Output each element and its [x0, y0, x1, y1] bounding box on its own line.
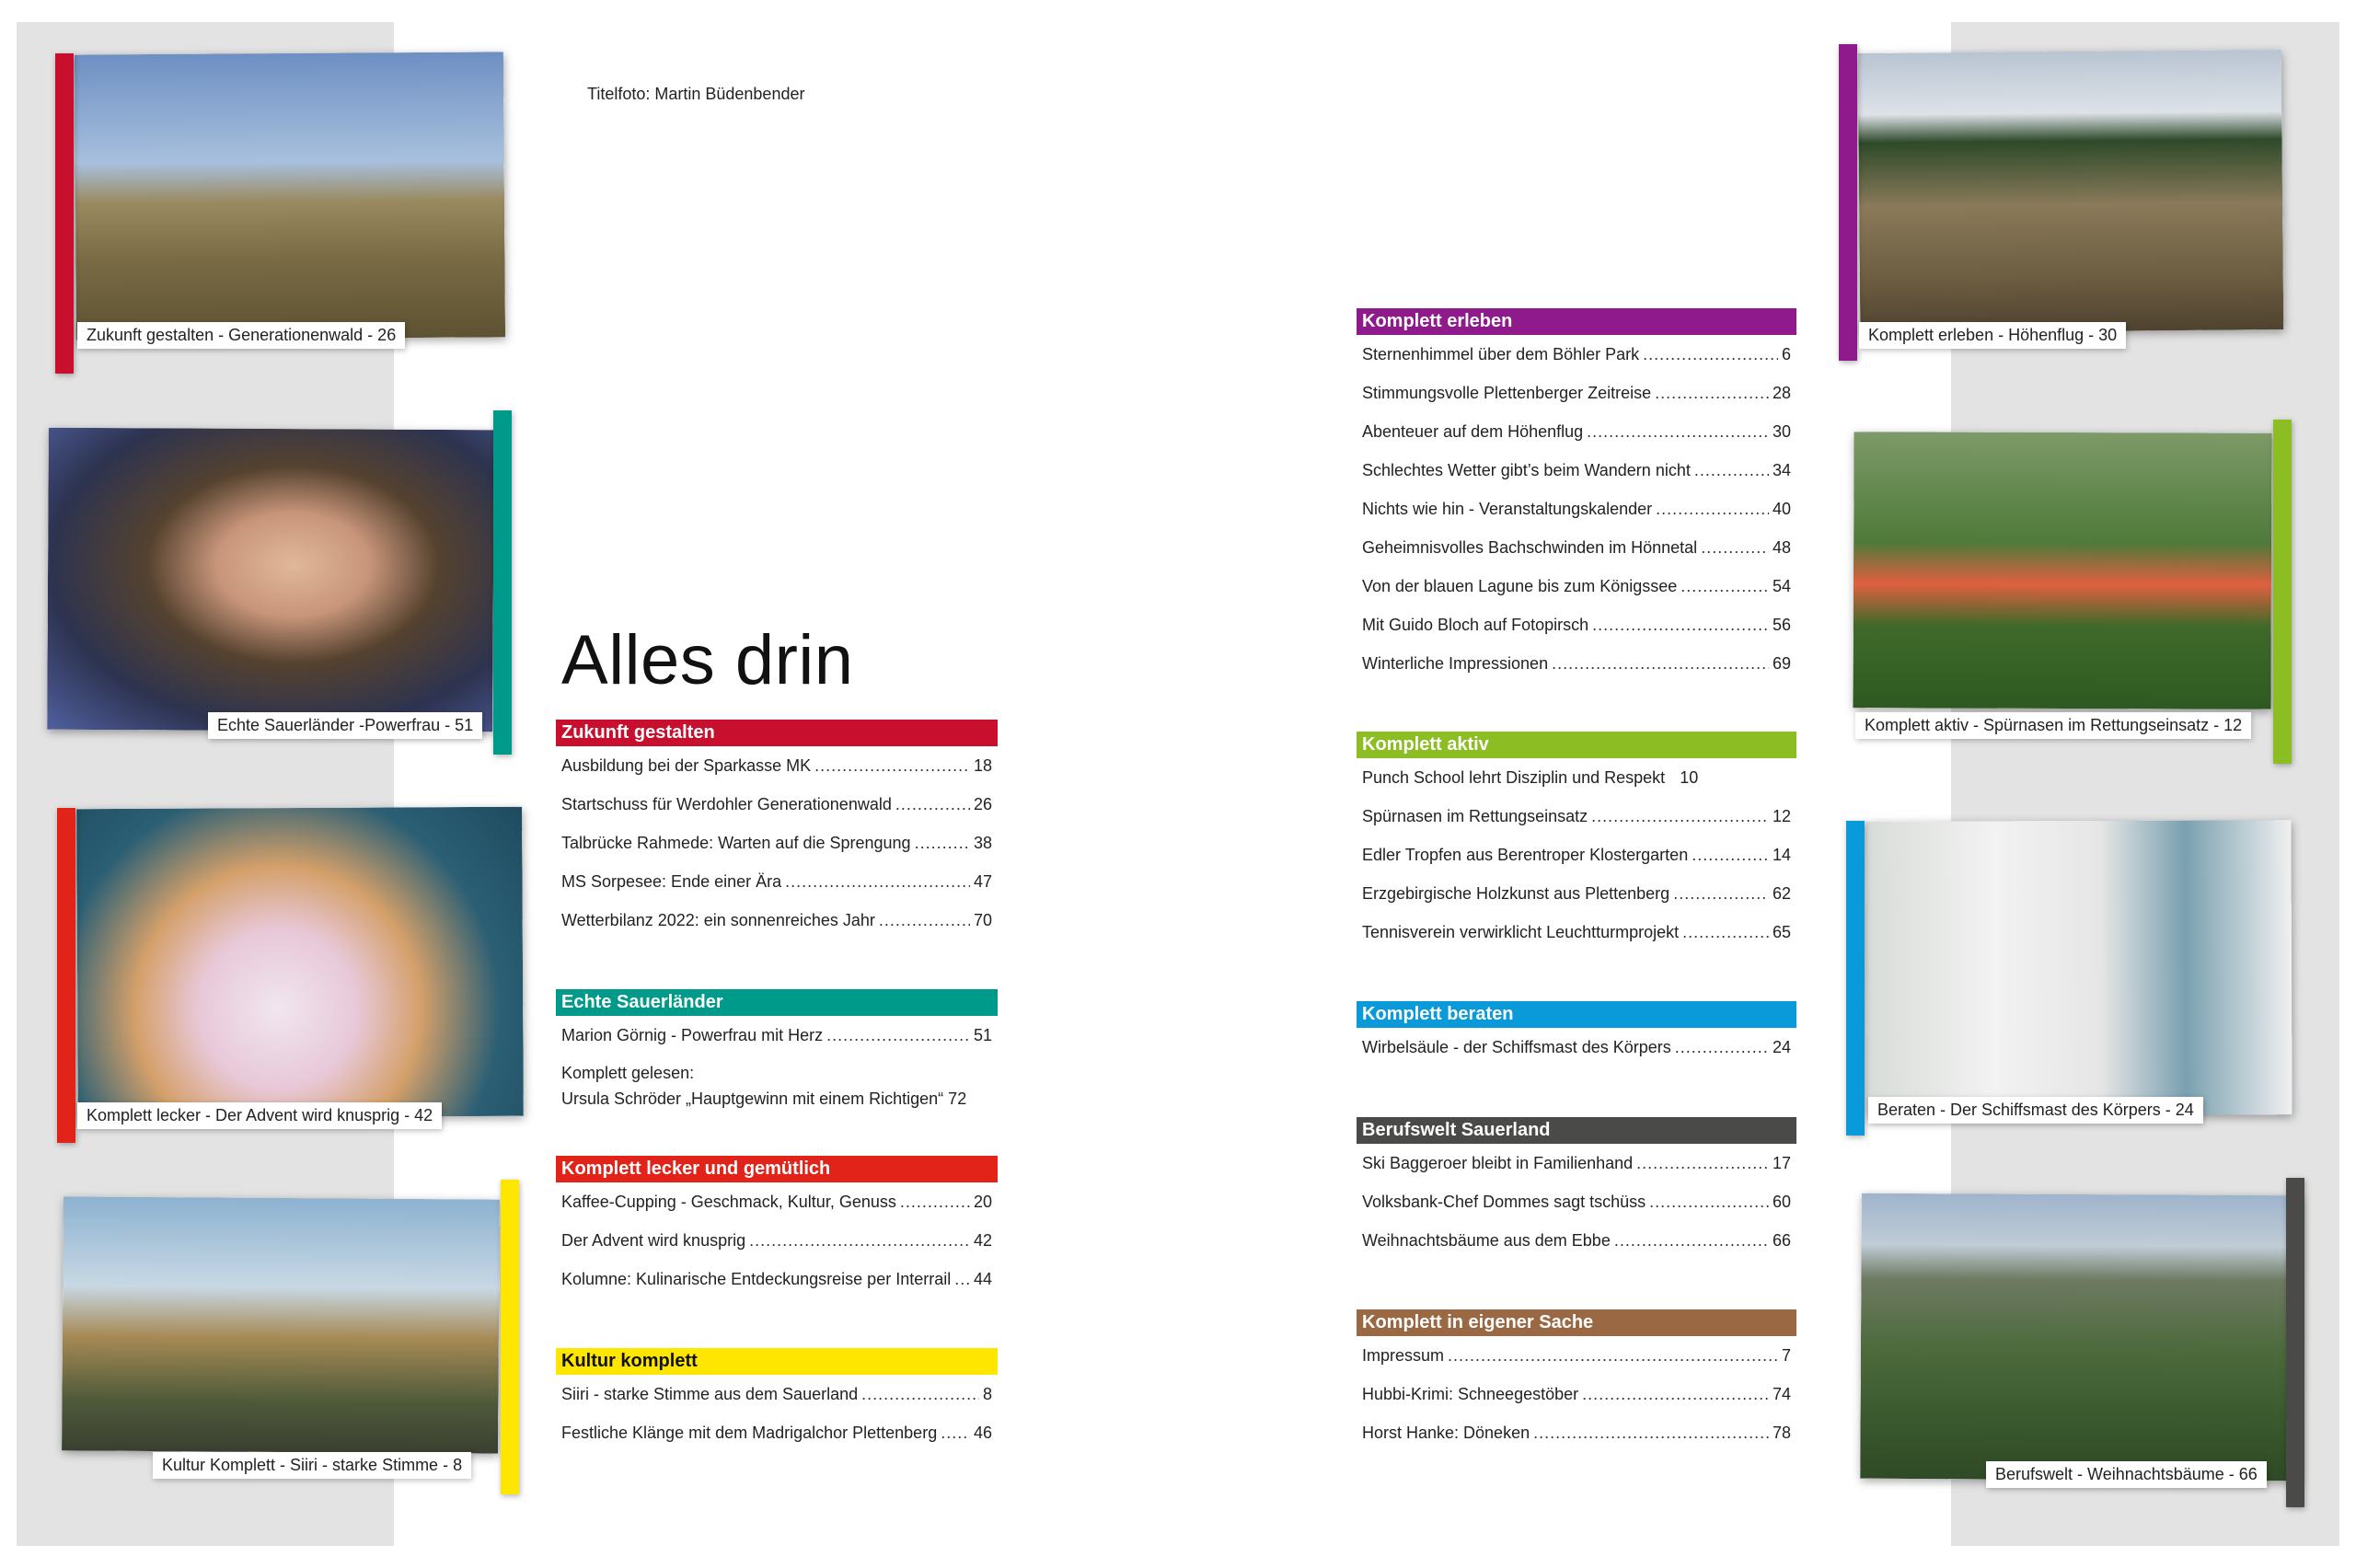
accent-bar-kultur: [501, 1180, 519, 1494]
photo-powerfrau: [47, 428, 494, 732]
caption-advent: Komplett lecker - Der Advent wird knusprig - 42: [77, 1102, 442, 1129]
christmas-trees-image: [1860, 1193, 2302, 1481]
toc-section-kultur: [556, 1348, 998, 1452]
accent-bar-echte: [493, 410, 512, 755]
toc-entry[interactable]: Von der blauen Lagune bis zum Königssee ..... 54: [1362, 567, 1791, 605]
toc-entry[interactable]: Festliche Klänge mit dem Madrigalchor Plettenberg ..... 46: [561, 1413, 992, 1452]
toc-entry[interactable]: Impressum ..... 7: [1362, 1336, 1791, 1375]
doctors-image: [1865, 820, 2292, 1116]
forest-planting-image: [75, 52, 505, 340]
photo-generationenwald: [75, 52, 505, 340]
accent-bar-lecker: [57, 808, 75, 1143]
forest-clearing-image: [1858, 50, 2284, 333]
section-header: Kultur komplett: [556, 1348, 998, 1375]
caption-powerfrau: Echte Sauerländer -Powerfrau - 51: [208, 712, 482, 739]
toc-entry[interactable]: Edler Tropfen aus Berentroper Klostergarten ..... 14: [1362, 836, 1791, 874]
accent-bar-erleben: [1839, 44, 1857, 361]
photo-advent: [76, 807, 524, 1119]
toc-entry[interactable]: Hubbi-Krimi: Schneegestöber ..... 74: [1362, 1375, 1791, 1413]
toc-section-echte: [556, 989, 998, 1113]
photo-hoehenflug: [1858, 50, 2284, 333]
toc-entry[interactable]: Horst Hanke: Döneken ..... 78: [1362, 1413, 1791, 1452]
toc-entry[interactable]: Punch School lehrt Disziplin und Respekt 10: [1362, 768, 1699, 787]
toc-entry[interactable]: Erzgebirgische Holzkunst aus Plettenberg ..... 62: [1362, 874, 1791, 913]
section-header: Berufswelt Sauerland: [1357, 1117, 1796, 1144]
section-header: Komplett beraten: [1357, 1001, 1796, 1028]
toc-section-erleben: [1357, 308, 1796, 683]
toc-entry[interactable]: Startschuss für Werdohler Generationenwald ..... 26: [561, 785, 992, 824]
caption-beraten: Beraten - Der Schiffsmast des Körpers - 24: [1868, 1097, 2203, 1124]
section-header: Komplett erleben: [1357, 308, 1796, 335]
photo-credit: Titelfoto: Martin Büdenbender: [587, 85, 805, 103]
accent-bar-berufswelt: [2286, 1178, 2304, 1507]
toc-section-aktiv: [1357, 732, 1796, 951]
toc-entry[interactable]: Mit Guido Bloch auf Fotopirsch ..... 56: [1362, 605, 1791, 644]
caption-weihnachtsbaeume: Berufswelt - Weihnachtsbäume - 66: [1986, 1461, 2267, 1488]
toc-entry[interactable]: Kaffee-Cupping - Geschmack, Kultur, Genuss ..... 20: [561, 1182, 992, 1221]
toc-entry[interactable]: Spürnasen im Rettungseinsatz ..... 12: [1362, 797, 1791, 836]
caption-generationenwald: Zukunft gestalten - Generationenwald - 26: [77, 322, 405, 349]
section-header: Echte Sauerländer: [556, 989, 998, 1016]
toc-entry[interactable]: Der Advent wird knusprig ..... 42: [561, 1221, 992, 1260]
caption-hoehenflug: Komplett erleben - Höhenflug - 30: [1859, 322, 2126, 349]
section-header: Zukunft gestalten: [556, 720, 998, 746]
toc-entry[interactable]: Abenteuer auf dem Höhenflug ..... 30: [1362, 412, 1791, 451]
toc-entry[interactable]: Ausbildung bei der Sparkasse MK ..... 18: [561, 746, 992, 785]
toc-entry[interactable]: Talbrücke Rahmede: Warten auf die Sprengung ..... 38: [561, 824, 992, 862]
photo-beraten: [1865, 820, 2292, 1116]
toc-entry[interactable]: Wetterbilanz 2022: ein sonnenreiches Jahr ..... 70: [561, 901, 992, 940]
toc-entry[interactable]: MS Sorpesee: Ende einer Ära ..... 47: [561, 862, 992, 901]
toc-entry[interactable]: Sternenhimmel über dem Böhler Park ..... 6: [1362, 335, 1791, 374]
toc-entry[interactable]: Tennisverein verwirklicht Leuchtturmprojekt ..... 65: [1362, 913, 1791, 951]
photo-weihnachtsbaeume: [1860, 1193, 2302, 1481]
section-header: Komplett in eigener Sache: [1357, 1309, 1796, 1336]
toc-entry-two-line[interactable]: Komplett gelesen: Ursula Schröder „Hauptgewinn mit einem Richtigen“ 72: [561, 1064, 967, 1108]
cookies-image: [76, 807, 524, 1119]
photo-spuernasen: [1853, 432, 2271, 709]
toc-entry[interactable]: Nichts wie hin - Veranstaltungskalender ..... 40: [1362, 490, 1791, 528]
singer-portrait-image: [62, 1196, 500, 1453]
toc-section-beraten: [1357, 1001, 1796, 1066]
page-title: Alles drin: [561, 621, 854, 699]
rescue-dogs-image: [1853, 432, 2271, 709]
toc-entry[interactable]: Wirbelsäule - der Schiffsmast des Körpers ..... 24: [1362, 1028, 1791, 1066]
accent-bar-aktiv: [2273, 420, 2292, 764]
toc-entry[interactable]: Volksbank-Chef Dommes sagt tschüss ..... 60: [1362, 1182, 1791, 1221]
accent-bar-zukunft: [55, 53, 74, 374]
toc-entry[interactable]: Weihnachtsbäume aus dem Ebbe ..... 66: [1362, 1221, 1791, 1260]
toc-entry[interactable]: Marion Görnig - Powerfrau mit Herz ..... 51: [561, 1016, 992, 1055]
section-header: Komplett aktiv: [1357, 732, 1796, 758]
toc-entry[interactable]: Winterliche Impressionen ..... 69: [1362, 644, 1791, 683]
section-header: Komplett lecker und gemütlich: [556, 1156, 998, 1182]
toc-section-berufswelt: [1357, 1117, 1796, 1260]
toc-entry[interactable]: Stimmungsvolle Plettenberger Zeitreise ..... 28: [1362, 374, 1791, 412]
toc-section-zukunft: [556, 720, 998, 940]
toc-entry[interactable]: Siiri - starke Stimme aus dem Sauerland ..... 8: [561, 1375, 992, 1413]
accent-bar-beraten: [1846, 821, 1865, 1136]
toc-section-eigene: [1357, 1309, 1796, 1452]
toc-entry[interactable]: Ski Baggeroer bleibt in Familienhand ..... 17: [1362, 1144, 1791, 1182]
caption-siiri: Kultur Komplett - Siiri - starke Stimme - 8: [153, 1452, 471, 1479]
woman-portrait-image: [47, 428, 494, 732]
caption-spuernasen: Komplett aktiv - Spürnasen im Rettungseinsatz - 12: [1855, 712, 2251, 739]
toc-entry[interactable]: Schlechtes Wetter gibt’s beim Wandern nicht ..... 34: [1362, 451, 1791, 490]
toc-section-lecker: [556, 1156, 998, 1298]
toc-entry[interactable]: Kolumne: Kulinarische Entdeckungsreise per Interrail ..... 44: [561, 1260, 992, 1298]
photo-siiri: [62, 1196, 500, 1453]
toc-entry[interactable]: Geheimnisvolles Bachschwinden im Hönnetal ..... 48: [1362, 528, 1791, 567]
